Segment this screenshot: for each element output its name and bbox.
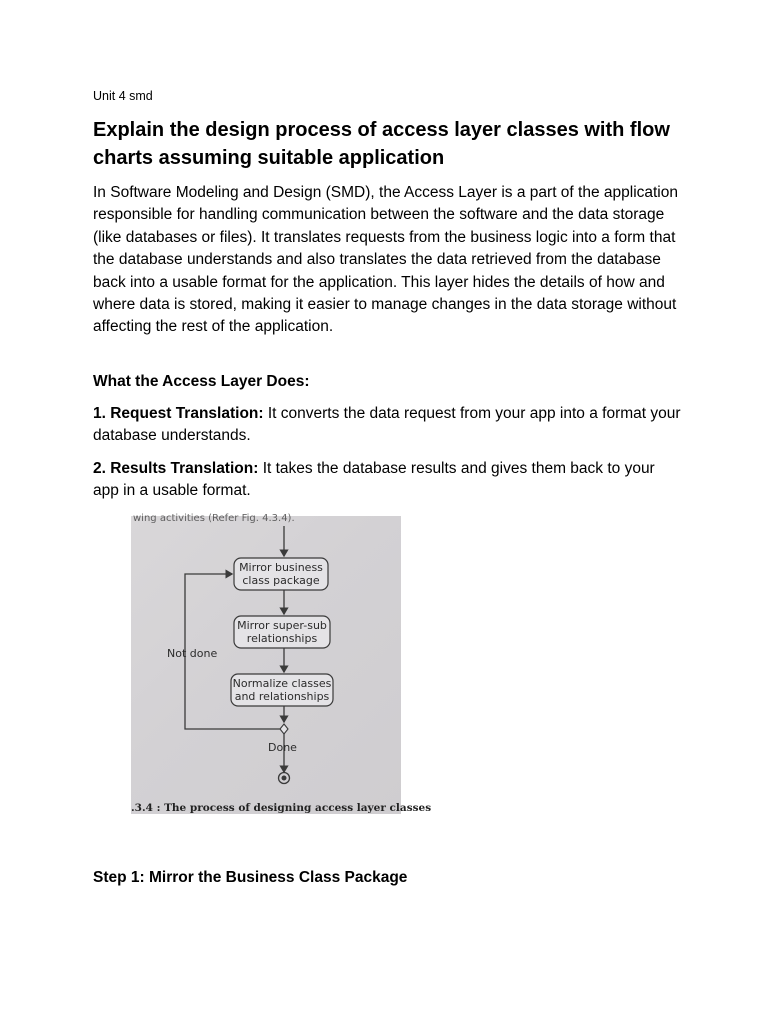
header-note: Unit 4 smd xyxy=(93,89,153,103)
flowchart-box-label: Mirror super-sub xyxy=(237,619,327,632)
list-item-lead: 2. Results Translation: xyxy=(93,460,259,477)
flowchart-box-label: and relationships xyxy=(234,690,330,703)
flowchart-box-label: Normalize classes xyxy=(232,677,332,690)
list-item-lead: 1. Request Translation: xyxy=(93,405,264,422)
flowchart-photo xyxy=(131,513,432,814)
decision-node xyxy=(280,724,288,734)
done-label: Done xyxy=(268,741,297,754)
flowchart-box-label: class package xyxy=(242,574,320,587)
document-title: Explain the design process of access layer classes with flow charts assuming suitable application xyxy=(93,119,670,169)
list-item xyxy=(93,458,683,503)
figure-caption: .3.4 : The process of designing access layer classes xyxy=(131,802,432,814)
flowchart-box-label: relationships xyxy=(246,632,318,645)
flowchart-box-label: Mirror business xyxy=(239,561,323,574)
figure-top-partial-text: wing activities (Refer Fig. 4.3.4). xyxy=(133,513,295,524)
final-node-core xyxy=(282,776,287,781)
flowchart-diagram xyxy=(131,513,432,814)
list-item xyxy=(93,403,683,448)
step-heading: Step 1: Mirror the Business Class Package xyxy=(93,869,408,886)
intro-paragraph: In Software Modeling and Design (SMD), the Access Layer is a part of the application responsible for handling communication between the software and the data storage (like databases or files). It translates requests from the business logic into a form that the database understands and also translates the data retrieved from the database back into a usable format for the application. This layer hides the details of how and where data is stored, making it easier to manage changes in the data storage without affecting the rest of the application. xyxy=(93,184,678,336)
list-item-text: It takes the database results and gives them back to your app in a usable format. xyxy=(93,460,655,500)
list-item-text: It converts the data request from your app into a format your database understands. xyxy=(93,405,681,445)
section-heading: What the Access Layer Does: xyxy=(93,373,310,390)
loop-label: Not done xyxy=(167,647,218,660)
